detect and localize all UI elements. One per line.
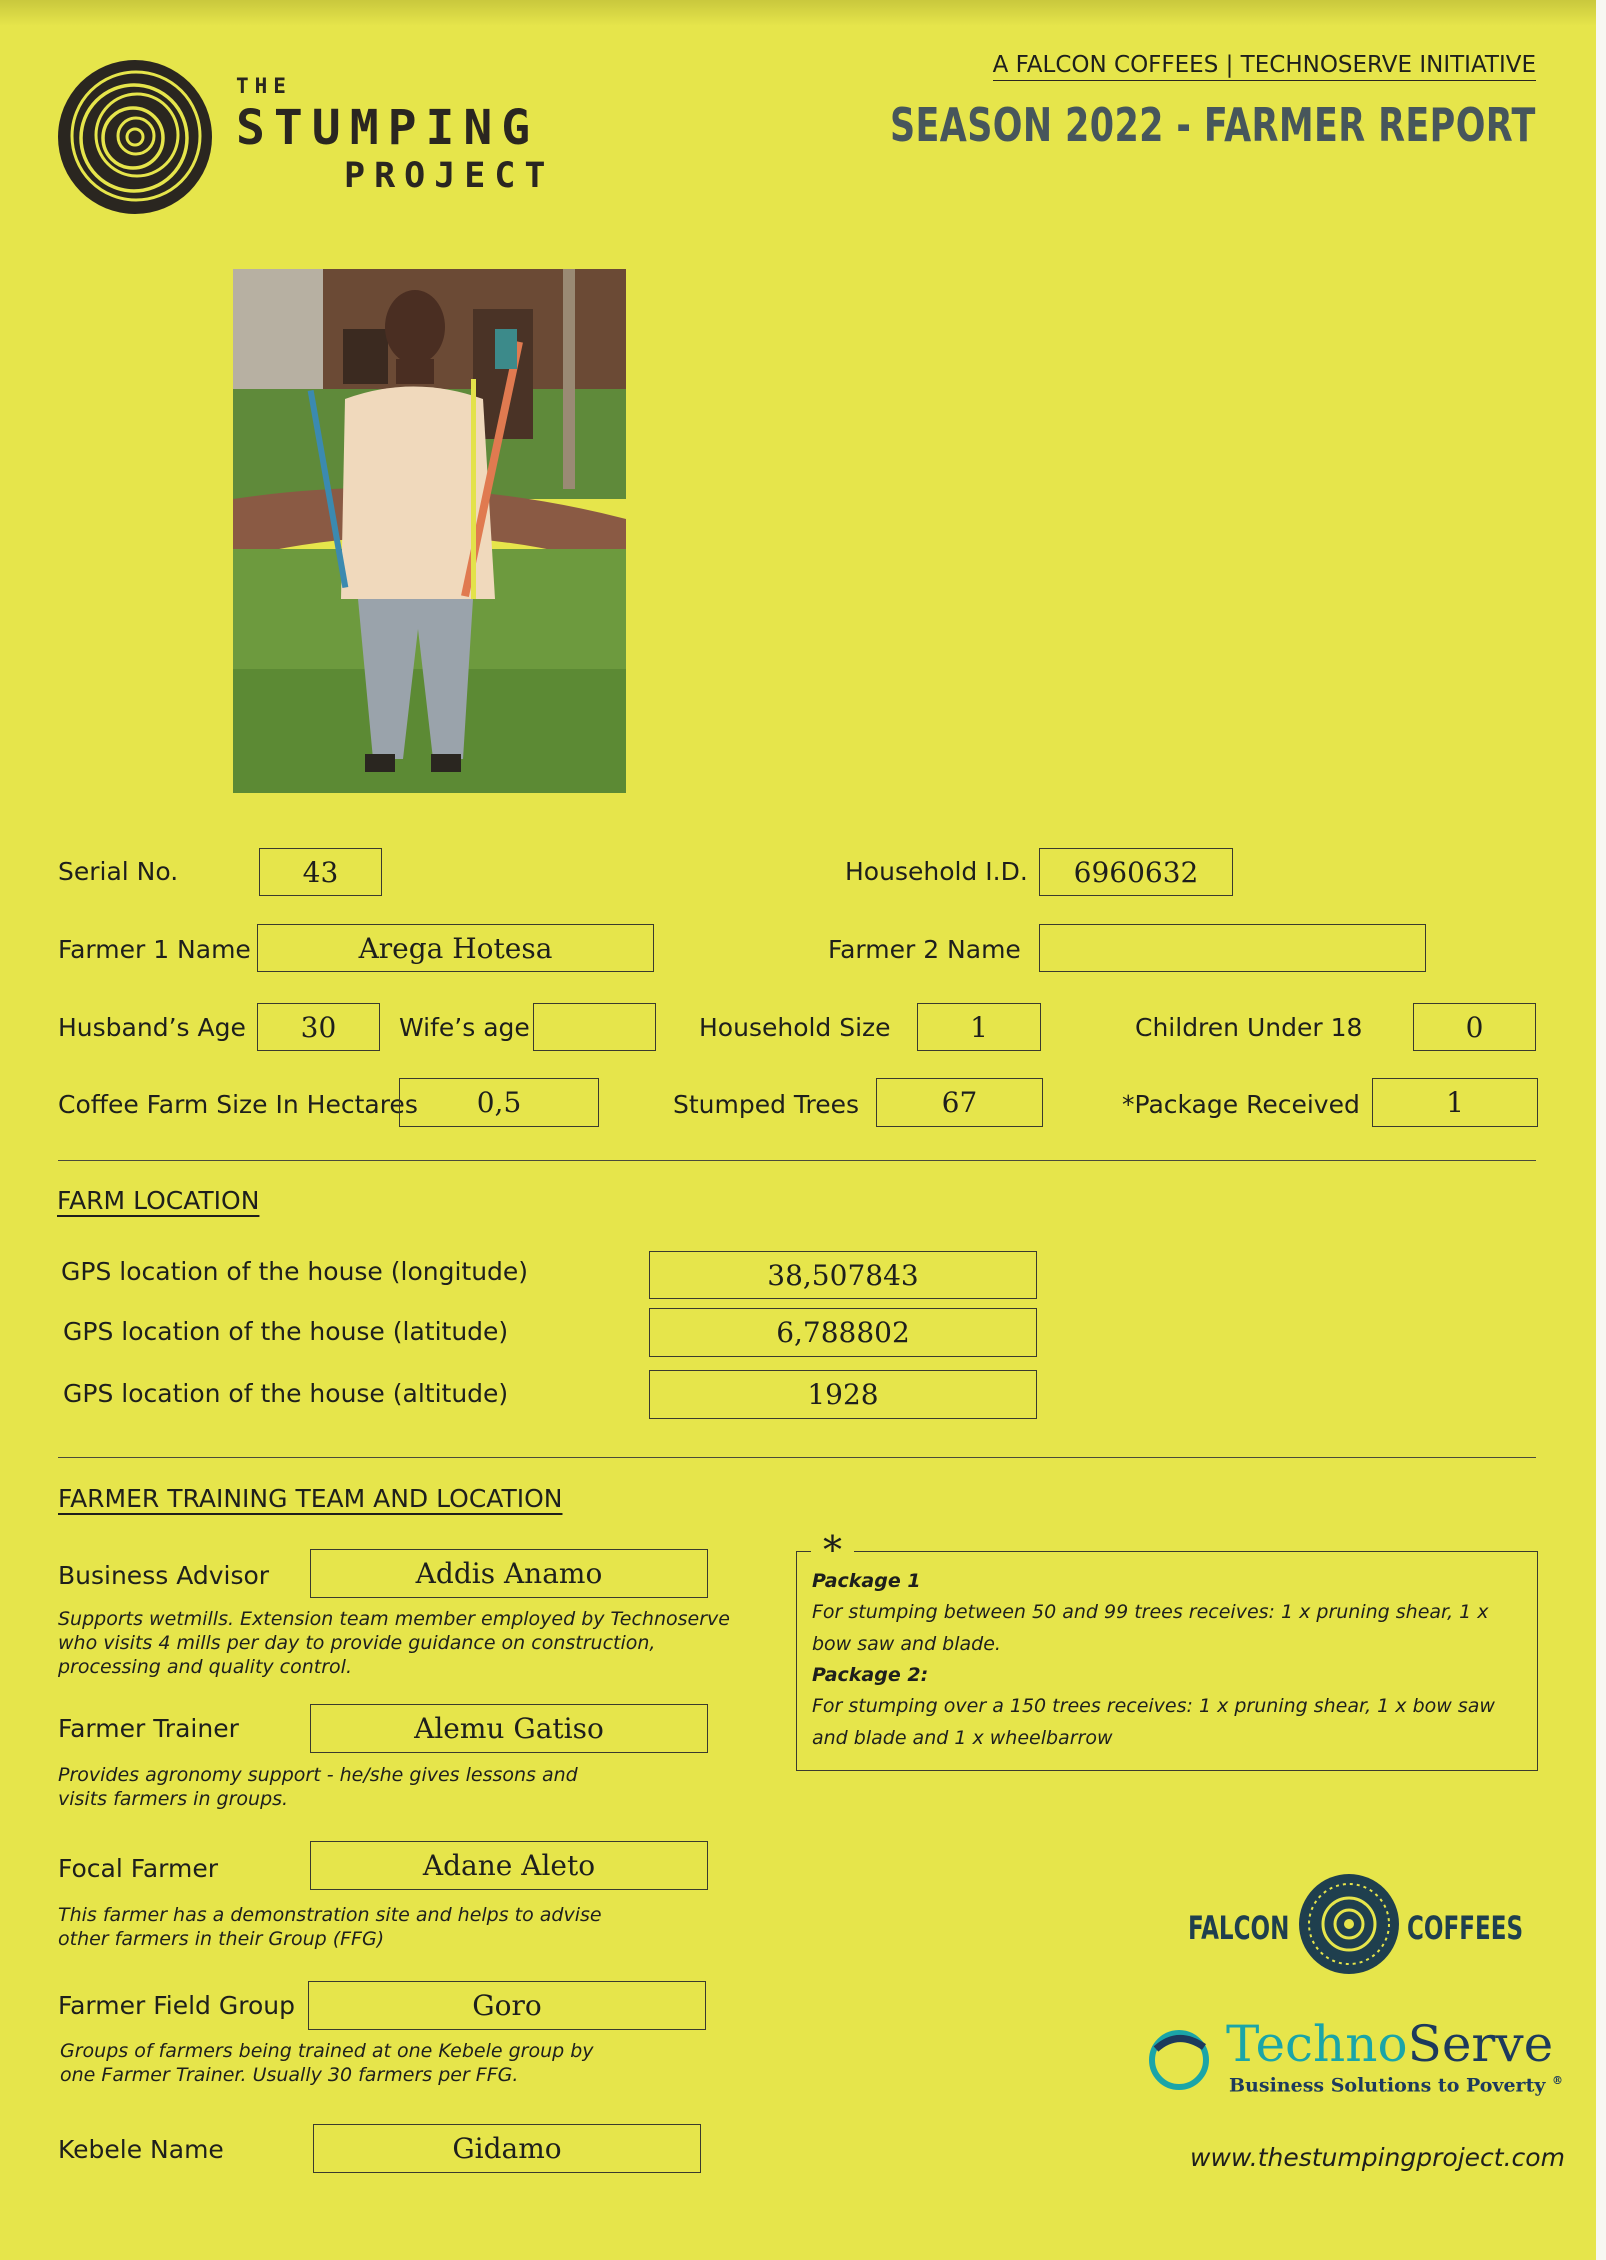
ffg-desc-1: Groups of farmers being trained at one Kebele group by — [60, 2040, 594, 2062]
serve-text: Serve — [1407, 2015, 1554, 2073]
farmer-trainer-label: Farmer Trainer — [58, 1714, 239, 1743]
husband-age-field[interactable]: 30 — [257, 1003, 380, 1051]
technoserve-wordmark — [1226, 2016, 1553, 2072]
husband-age-label: Husband’s Age — [58, 1013, 246, 1042]
technoserve-tagline — [1229, 2074, 1563, 2096]
asterisk-icon: * — [811, 1530, 854, 1570]
registered-mark: ® — [1552, 2074, 1564, 2087]
ffg-desc-2: one Farmer Trainer. Usually 30 farmers per FFG. — [60, 2064, 519, 2086]
package-label: *Package Received — [1122, 1090, 1360, 1119]
household-id-label: Household I.D. — [845, 857, 1028, 886]
kebele-field[interactable]: Gidamo — [313, 2124, 701, 2173]
farmer-trainer-field[interactable]: Alemu Gatiso — [310, 1704, 708, 1753]
children-field[interactable]: 0 — [1413, 1003, 1536, 1051]
kebele-label: Kebele Name — [58, 2135, 224, 2164]
farmer-trainer-desc-2: visits farmers in groups. — [58, 1788, 289, 1810]
initiative-text: A FALCON COFFEES | TECHNOSERVE INITIATIVE — [993, 52, 1536, 81]
household-size-field[interactable]: 1 — [917, 1003, 1041, 1051]
top-shade — [0, 0, 1606, 26]
website-link[interactable]: www.thestumpingproject.com — [1190, 2143, 1565, 2172]
techno-text: Techno — [1226, 2015, 1408, 2073]
logo-stumping: STUMPING — [236, 100, 540, 156]
farmer1-label: Farmer 1 Name — [58, 935, 251, 964]
ffg-field[interactable]: Goro — [308, 1981, 706, 2030]
farm-size-field[interactable]: 0,5 — [399, 1078, 599, 1127]
focal-farmer-field[interactable]: Adane Aleto — [310, 1841, 708, 1890]
longitude-label: GPS location of the house (longitude) — [61, 1257, 529, 1286]
farmer-trainer-desc-1: Provides agronomy support - he/she gives lessons and — [58, 1764, 578, 1786]
farm-size-label: Coffee Farm Size In Hectares — [58, 1090, 418, 1119]
longitude-field[interactable]: 38,507843 — [649, 1251, 1037, 1299]
farm-location-title: FARM LOCATION — [57, 1186, 260, 1215]
technoserve-swirl-icon — [1148, 2027, 1210, 2091]
falcon-text: FALCON — [1188, 1909, 1290, 1947]
latitude-label: GPS location of the house (latitude) — [63, 1317, 509, 1346]
training-title: FARMER TRAINING TEAM AND LOCATION — [58, 1484, 563, 1513]
wife-age-label: Wife’s age — [399, 1013, 530, 1042]
serial-label: Serial No. — [58, 857, 179, 886]
farmer2-field[interactable] — [1039, 924, 1426, 972]
household-size-label: Household Size — [699, 1013, 891, 1042]
stumped-field[interactable]: 67 — [876, 1078, 1043, 1127]
package-field[interactable]: 1 — [1372, 1078, 1538, 1127]
farmer-photo — [233, 269, 626, 793]
tree-ring-logo-icon — [56, 58, 214, 216]
focal-farmer-desc-1: This farmer has a demonstration site and helps to advise — [58, 1904, 602, 1926]
package1-text: For stumping between 50 and 99 trees receives: 1 x pruning shear, 1 x bow saw and blade. — [812, 1601, 1489, 1655]
package2-title: Package 2: — [812, 1664, 929, 1686]
focal-farmer-label: Focal Farmer — [58, 1854, 218, 1883]
logo-project: PROJECT — [344, 156, 555, 196]
coffees-text: COFFEES — [1407, 1909, 1524, 1947]
wife-age-field[interactable] — [533, 1003, 656, 1051]
package2-text: For stumping over a 150 trees receives: 1 x pruning shear, 1 x bow saw and blade and 1 x wheelbarrow — [812, 1695, 1495, 1749]
farmer2-label: Farmer 2 Name — [828, 935, 1021, 964]
focal-farmer-desc-2: other farmers in their Group (FFG) — [58, 1928, 385, 1950]
stumped-label: Stumped Trees — [673, 1090, 860, 1119]
altitude-field[interactable]: 1928 — [649, 1370, 1037, 1419]
divider-1 — [58, 1160, 1536, 1161]
business-advisor-field[interactable]: Addis Anamo — [310, 1549, 708, 1598]
report-title: SEASON 2022 - FARMER REPORT — [890, 98, 1536, 152]
tagline-text: Business Solutions to Poverty — [1229, 2074, 1546, 2097]
household-id-field[interactable]: 6960632 — [1039, 848, 1233, 896]
farmer1-field[interactable]: Arega Hotesa — [257, 924, 654, 972]
falcon-wheel-icon — [1296, 1871, 1402, 1977]
business-advisor-label: Business Advisor — [58, 1561, 270, 1590]
logo-the: THE — [236, 74, 292, 98]
serial-field[interactable]: 43 — [259, 848, 382, 896]
business-advisor-desc: Supports wetmills. Extension team member employed by Technoserve who visits 4 mills per day to provide guidance on construction, processing and quality control. — [58, 1608, 730, 1678]
altitude-label: GPS location of the house (altitude) — [63, 1379, 509, 1408]
latitude-field[interactable]: 6,788802 — [649, 1308, 1037, 1357]
divider-2 — [58, 1457, 1536, 1458]
package1-title: Package 1 — [812, 1570, 921, 1592]
children-label: Children Under 18 — [1135, 1013, 1363, 1042]
package-info-box — [796, 1528, 1538, 1771]
page-edge — [1596, 0, 1606, 2260]
ffg-label: Farmer Field Group — [58, 1991, 295, 2020]
